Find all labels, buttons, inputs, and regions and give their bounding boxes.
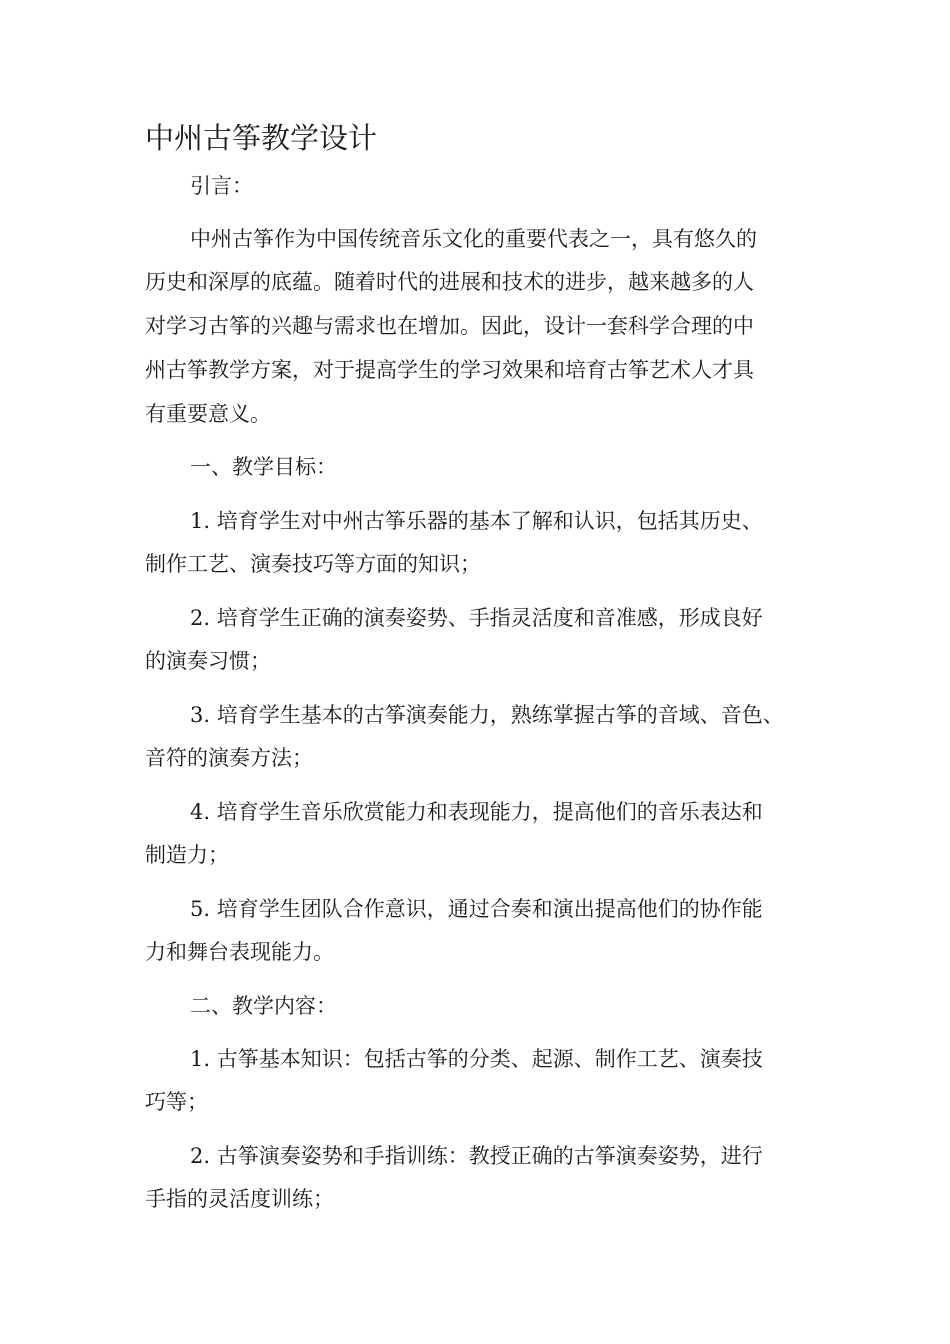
list-item: 2. 古筝演奏姿势和手指训练：教授正确的古筝演奏姿势，进行 xyxy=(190,1144,763,1168)
list-item-continuation: 力和舞台表现能力。 xyxy=(145,940,334,964)
section-heading-content: 二、教学内容： xyxy=(190,994,337,1018)
list-item-continuation: 音符的演奏方法； xyxy=(145,746,313,770)
intro-heading: 引言： xyxy=(190,174,253,198)
document-title: 中州古筝教学设计 xyxy=(145,121,378,155)
list-item-continuation: 制造力； xyxy=(145,843,229,867)
list-item: 5. 培育学生团队合作意识，通过合奏和演出提高他们的协作能 xyxy=(190,897,763,921)
list-item-continuation: 的演奏习惯； xyxy=(145,649,271,673)
paragraph-line: 有重要意义。 xyxy=(145,402,271,426)
list-item: 1. 培育学生对中州古筝乐器的基本了解和认识，包括其历史、 xyxy=(190,509,763,533)
paragraph-line: 州古筝教学方案，对于提高学生的学习效果和培育古筝艺术人才具 xyxy=(145,358,754,382)
list-item: 3. 培育学生基本的古筝演奏能力，熟练掌握古筝的音域、音色、 xyxy=(190,703,784,727)
list-item: 2. 培育学生正确的演奏姿势、手指灵活度和音准感，形成良好 xyxy=(190,606,763,630)
list-item: 4. 培育学生音乐欣赏能力和表现能力，提高他们的音乐表达和 xyxy=(190,800,763,824)
paragraph-line: 中州古筝作为中国传统音乐文化的重要代表之一，具有悠久的 xyxy=(190,227,757,251)
paragraph-line: 历史和深厚的底蕴。随着时代的进展和技术的进步，越来越多的人 xyxy=(145,270,754,294)
list-item-continuation: 巧等； xyxy=(145,1090,208,1114)
list-item: 1. 古筝基本知识：包括古筝的分类、起源、制作工艺、演奏技 xyxy=(190,1047,763,1071)
list-item-continuation: 手指的灵活度训练； xyxy=(145,1187,334,1211)
paragraph-line: 对学习古筝的兴趣与需求也在增加。因此，设计一套科学合理的中 xyxy=(145,314,754,338)
list-item-continuation: 制作工艺、演奏技巧等方面的知识； xyxy=(145,552,481,576)
section-heading-goals: 一、教学目标： xyxy=(190,455,337,479)
